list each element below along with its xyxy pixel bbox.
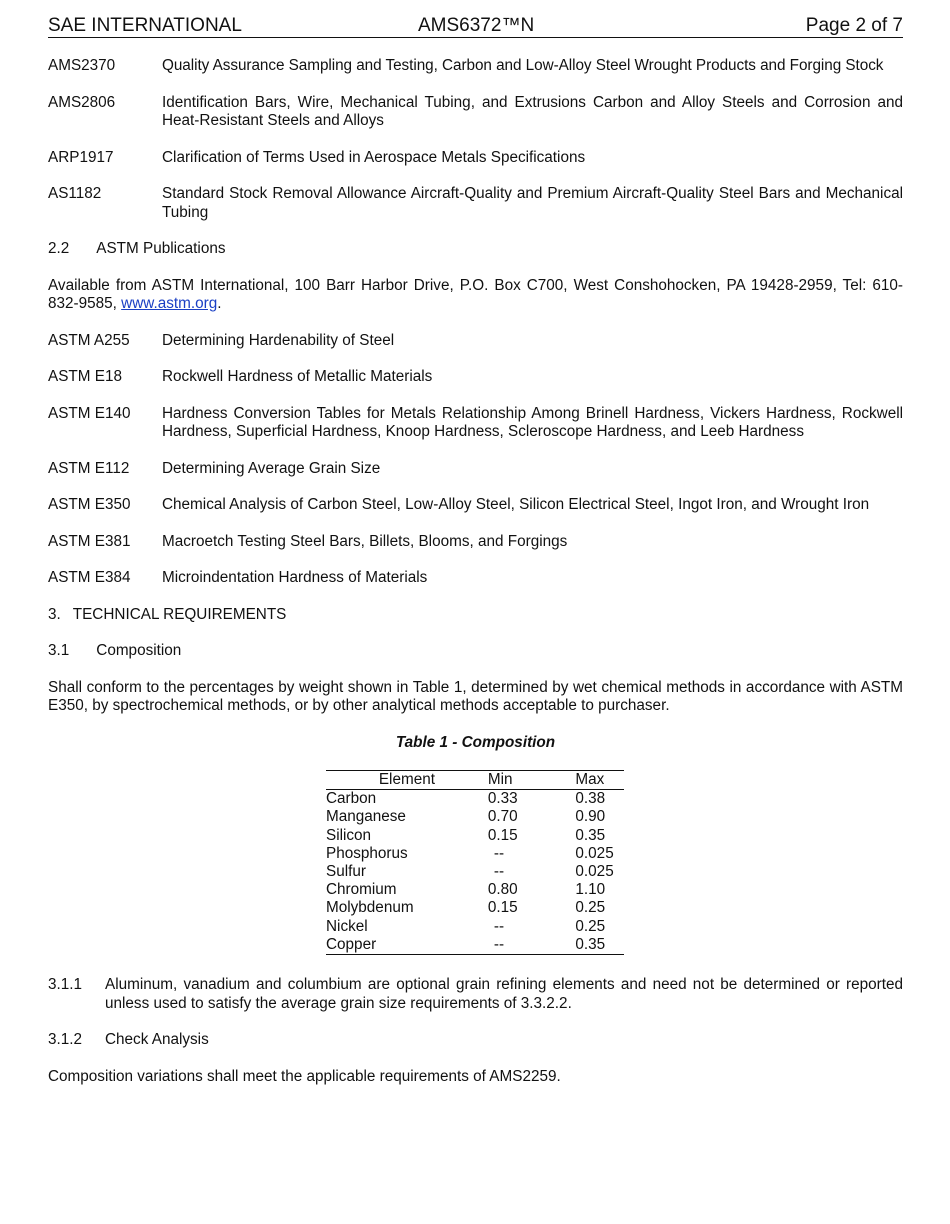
cell-max: 0.35 [575,826,606,844]
cell-max: 0.25 [575,899,606,917]
cell-max: 0.25 [575,917,606,935]
cell-element: Nickel [326,917,368,935]
cell-max: 0.025 [575,863,614,881]
cell-element: Carbon [326,790,377,808]
header-org: SAE INTERNATIONAL [48,15,242,36]
cell-element: Phosphorus [326,844,408,862]
cell-element: Manganese [326,808,406,826]
cell-element: Molybdenum [326,899,414,917]
reference-title: Quality Assurance Sampling and Testing, Carbon and Low-Alloy Steel Wrought Products and Forging Stock [162,57,884,74]
cell-max: 0.35 [575,936,624,955]
table-row [326,790,624,809]
reference-code: AMS2370 [48,57,116,74]
section-number: 3.1 [48,642,70,659]
reference-entry [48,185,903,222]
table-row [326,863,624,881]
reference-title: Macroetch Testing Steel Bars, Billets, Blooms, and Forgings [162,532,568,550]
table-row [326,845,624,863]
section-number: 3. [48,605,61,623]
cell-min: 0.15 [487,826,518,844]
reference-code: ASTM E381 [48,532,131,550]
section-heading-3 [48,606,903,625]
reference-entry [48,405,903,442]
reference-title: Hardness Conversion Tables for Metals Relationship Among Brinell Hardness, Vickers Hardness, Rockwell Hardness, Superficial Hardness, Knoop Hardness, Scleroscope Hardness, and Leeb Hardness [162,404,903,440]
reference-code: AS1182 [48,185,102,202]
reference-entry [48,149,903,168]
reference-entry [48,94,903,131]
table-row [326,918,624,936]
cell-element: Silicon [326,826,372,844]
reference-entry [48,368,903,387]
reference-code: ASTM E140 [48,404,131,422]
subsection-3-1-2 [48,1031,903,1050]
cell-min: 0.15 [487,899,518,917]
reference-code: ASTM E350 [48,496,131,513]
cell-element: Chromium [326,881,397,899]
section-number: 2.2 [48,240,70,257]
section-title: TECHNICAL REQUIREMENTS [72,605,287,623]
reference-entry [48,496,903,515]
table-row [326,827,624,845]
cell-min: -- [493,917,505,935]
astm-availability-paragraph [48,277,903,314]
table-row [326,808,624,826]
table-row [326,899,624,917]
composition-paragraph: Shall conform to the percentages by weight shown in Table 1, determined by wet chemical methods in accordance with ASTM E350, by spectrochemical methods, or by other analytical methods acceptable to purchaser. [48,678,903,714]
cell-min: 0.80 [487,881,518,899]
cell-min: -- [493,863,505,881]
section-heading-3-1 [48,642,903,661]
cell-max: 0.025 [575,844,614,862]
reference-title: Chemical Analysis of Carbon Steel, Low-Alloy Steel, Silicon Electrical Steel, Ingot Iron, and Wrought Iron [162,496,870,513]
column-header-min: Min [488,771,576,790]
table-header-row [326,771,624,790]
section-number: 3.1.2 [48,1031,83,1049]
reference-entry [48,569,903,588]
reference-code: ASTM E18 [48,368,122,385]
reference-entry [48,460,903,479]
reference-entry [48,57,903,76]
cell-element: Copper [326,936,488,955]
astm-website-link[interactable]: www.astm.org [121,295,218,312]
reference-title: Determining Average Grain Size [162,459,381,477]
availability-period: . [217,295,222,312]
reference-title: Standard Stock Removal Allowance Aircraft-Quality and Premium Aircraft-Quality Steel Bars and Mechanical Tubing [162,185,903,221]
section-number: 3.1.1 [48,976,83,994]
section-title: ASTM Publications [96,240,226,257]
reference-title: Clarification of Terms Used in Aerospace Metals Specifications [162,148,586,166]
reference-title: Microindentation Hardness of Materials [162,569,428,586]
reference-code: ARP1917 [48,148,114,166]
table-row [326,881,624,899]
cell-element: Sulfur [326,863,366,881]
reference-title: Identification Bars, Wire, Mechanical Tubing, and Extrusions Carbon and Alloy Steels and Corrosion and Heat-Resistant Steels and Alloys [162,93,903,129]
reference-code: ASTM E384 [48,569,131,586]
column-header-element: Element [326,771,488,790]
check-analysis-paragraph: Composition variations shall meet the applicable requirements of AMS2259. [48,1067,561,1085]
reference-code: ASTM E112 [48,459,130,477]
cell-max: 0.38 [575,790,606,808]
document-page [48,14,903,1086]
section-title: Check Analysis [105,1031,209,1049]
reference-code: ASTM A255 [48,331,130,349]
column-header-max: Max [575,771,624,790]
header-doc-id: AMS6372™N [418,15,535,36]
cell-max: 1.10 [575,881,606,899]
composition-table [326,770,624,955]
reference-entry [48,533,903,552]
subsection-text: Aluminum, vanadium and columbium are optional grain refining elements and need not be determined or reported unless used to satisfy the average grain size requirements of 3.3.2.2. [105,976,903,1012]
subsection-3-1-1 [48,976,903,1013]
reference-entry [48,332,903,351]
cell-min: 0.33 [487,790,518,808]
section-title: Composition [96,642,182,659]
table-caption: Table 1 - Composition [395,733,556,751]
header-page-number: Page 2 of 7 [805,15,903,36]
reference-code: AMS2806 [48,93,116,111]
reference-title: Determining Hardenability of Steel [162,331,395,349]
cell-min: -- [488,936,576,955]
section-heading-2-2 [48,240,903,259]
availability-text: Available from ASTM International, 100 Barr Harbor Drive, P.O. Box C700, West Conshohocken, PA 19428-2959, Tel: 610-832-9585, [48,276,903,312]
cell-max: 0.90 [575,808,606,826]
cell-min: -- [493,844,505,862]
reference-title: Rockwell Hardness of Metallic Materials [162,368,433,385]
table-row [326,936,624,955]
cell-min: 0.70 [487,808,518,826]
page-header [48,14,903,38]
